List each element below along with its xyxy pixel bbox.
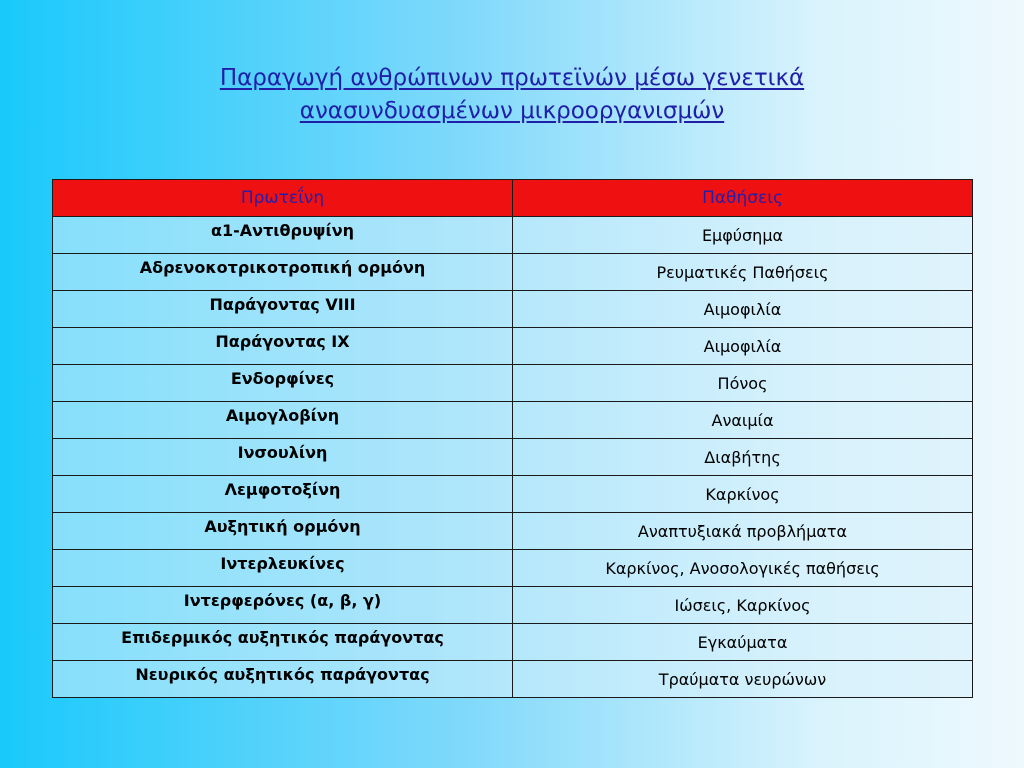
condition-cell: Αιμοφιλία: [513, 328, 973, 365]
header-protein: Πρωτεΐνη: [53, 180, 513, 217]
table-row: [53, 587, 973, 624]
protein-cell: Αιμογλοβίνη: [53, 402, 513, 439]
condition-cell: Ιώσεις, Καρκίνος: [513, 587, 973, 624]
protein-cell: Νευρικός αυξητικός παράγοντας: [53, 661, 513, 698]
protein-cell: Παράγοντας IX: [53, 328, 513, 365]
slide-title-line-1: Παραγωγή ανθρώπινων πρωτεϊνών μέσω γενετικά: [219, 65, 805, 91]
protein-cell: Λεμφοτοξίνη: [53, 476, 513, 513]
protein-cell: Ιντερλευκίνες: [53, 550, 513, 587]
table-row: [53, 254, 973, 291]
condition-cell: Εμφύσημα: [513, 217, 973, 254]
protein-cell: Ιντερφερόνες (α, β, γ): [53, 587, 513, 624]
condition-cell: Καρκίνος, Ανοσολογικές παθήσεις: [513, 550, 973, 587]
table-row: [53, 328, 973, 365]
protein-cell: Ινσουλίνη: [53, 439, 513, 476]
table-row: [53, 513, 973, 550]
protein-cell: Παράγοντας VIII: [53, 291, 513, 328]
table-header-row: [53, 180, 973, 217]
table-row: [53, 476, 973, 513]
protein-conditions-table: [52, 179, 973, 698]
condition-cell: Τραύματα νευρώνων: [513, 661, 973, 698]
condition-cell: Αναιμία: [513, 402, 973, 439]
condition-cell: Πόνος: [513, 365, 973, 402]
table-row: [53, 365, 973, 402]
slide-title: [0, 62, 1024, 128]
table-row: [53, 624, 973, 661]
table-row: [53, 661, 973, 698]
condition-cell: Ρευματικές Παθήσεις: [513, 254, 973, 291]
protein-cell: Ενδορφίνες: [53, 365, 513, 402]
table-row: [53, 217, 973, 254]
slide-title-line-2: ανασυνδυασμένων μικροοργανισμών: [299, 98, 725, 124]
protein-cell: Επιδερμικός αυξητικός παράγοντας: [53, 624, 513, 661]
condition-cell: Αιμοφιλία: [513, 291, 973, 328]
condition-cell: Καρκίνος: [513, 476, 973, 513]
protein-cell: Αυξητική ορμόνη: [53, 513, 513, 550]
table-row: [53, 439, 973, 476]
condition-cell: Διαβήτης: [513, 439, 973, 476]
table-row: [53, 550, 973, 587]
protein-cell: Αδρενοκοτρικοτροπική ορμόνη: [53, 254, 513, 291]
condition-cell: Αναπτυξιακά προβλήματα: [513, 513, 973, 550]
condition-cell: Εγκαύματα: [513, 624, 973, 661]
table-row: [53, 291, 973, 328]
table-row: [53, 402, 973, 439]
header-conditions: Παθήσεις: [513, 180, 973, 217]
protein-cell: α1-Αντιθρυψίνη: [53, 217, 513, 254]
